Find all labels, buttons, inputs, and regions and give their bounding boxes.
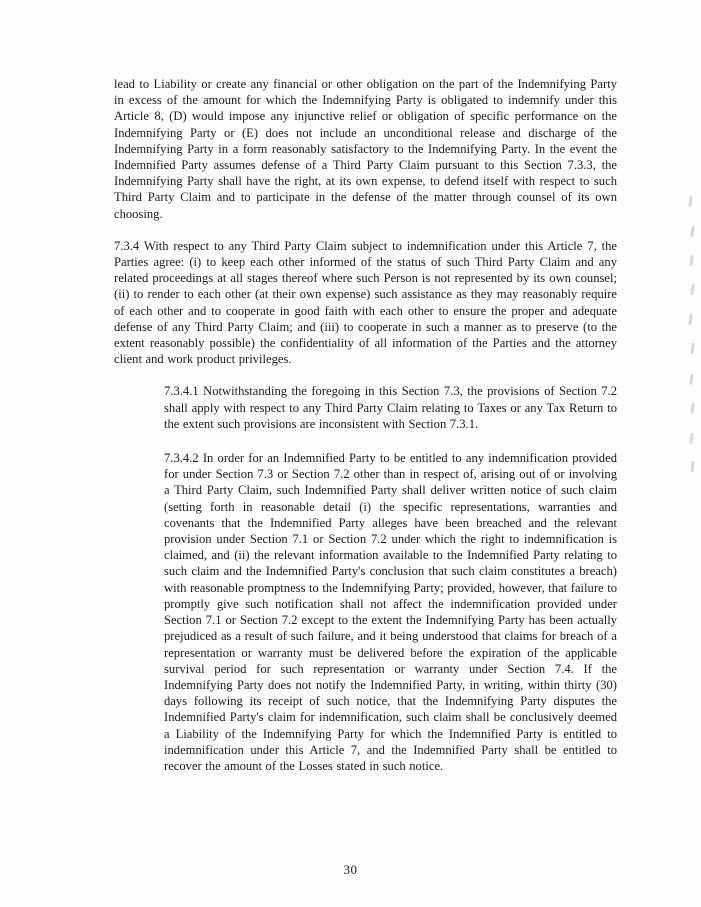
paragraph-section-7-3-4-1: 7.3.4.1 Notwithstanding the foregoing in this Section 7.3, the provisions of Section 7.2 shall apply with respect to any Third Party Claim relating to Taxes or any Tax Return to the extent such provisions are inconsistent with Section 7.3.1.	[164, 384, 617, 431]
scan-artifact	[690, 461, 695, 472]
scan-artifact	[688, 314, 693, 325]
scan-artifact	[689, 255, 694, 266]
paragraph-section-7-3-4: 7.3.4 With respect to any Third Party Claim subject to indemnification under this Article 7, the Parties agree: (i) to keep each other informed of the status of such Third Party Claim and any related proceedings at all stages thereof where such Person is not represented by its own counsel; (ii) to render to each other (at their own expense) such assistance as they may reasonably require of each other and to cooperate in good faith with each other to ensure the proper and adequate defense of any Third Party Claim; and (iii) to cooperate in such a manner as to preserve (to the extent reasonably possible) the confidentiality of all information of the Parties and the attorney client and work product privileges.	[114, 238, 617, 367]
scan-artifact	[689, 374, 694, 385]
scan-artifact	[690, 284, 695, 295]
scan-artifact	[690, 403, 695, 414]
scan-artifact	[690, 226, 695, 237]
paragraph-continuation: lead to Liability or create any financial or other obligation on the part of the Indemnifying Party in excess of the amount for which the Indemnifying Party is obligated to indemnify under this Article 8, (D) would impose any injunctive relief or obligation of specific performance on the Indemnifying Party or (E) does not include an unconditional release and discharge of the Indemnifying Party in a form reasonably satisfactory to the Indemnifying Party. In the event the Indemnified Party assumes defense of a Third Party Claim pursuant to this Section 7.3.3, the Indemnifying Party shall have the right, at its own expense, to defend itself with respect to such Third Party Claim and to participate in the defense of the matter through counsel of its own choosing.	[114, 77, 617, 221]
scan-artifact	[688, 196, 693, 207]
page-number: 30	[343, 862, 358, 877]
scan-artifact	[689, 433, 694, 444]
scan-artifact	[690, 343, 695, 354]
paragraph-section-7-3-4-2: 7.3.4.2 In order for an Indemnified Party to be entitled to any indemnification provided for under Section 7.3 or Section 7.2 other than in respect of, arising out of or involving a Third Party Claim, such Indemnified Party shall deliver written notice of such claim (setting forth in reasonable detail (i) the specific representations, warranties and covenants that the Indemnified Party alleges have been breached and the relevant provision under Section 7.1 or Section 7.2 under which the right to indemnification is claimed, and (ii) the relevant information available to the Indemnified Party relating to such claim and the Indemnified Party's conclusion that such claim constitutes a breach) with reasonable promptness to the Indemnifying Party; provided, however, that failure to promptly give such notification shall not affect the indemnification provided under Section 7.1 or Section 7.2 except to the extent the Indemnifying Party has been actually prejudiced as a result of such failure, and it being understood that claims for breach of a representation or warranty must be delivered before the expiration of the applicable survival period for such representation or warranty under Section 7.4. If the Indemnifying Party does not notify the Indemnified Party, in writing, within thirty (30) days following its receipt of such notice, that the Indemnifying Party disputes the Indemnified Party's claim for indemnification, such claim shall be conclusively deemed a Liability of the Indemnifying Party for which the Indemnified Party is entitled to indemnification under this Article 7, and the Indemnified Party shall be entitled to recover the amount of the Losses stated in such notice.	[164, 451, 617, 773]
document-body	[114, 76, 617, 792]
scan-edge-artifacts	[685, 0, 697, 907]
